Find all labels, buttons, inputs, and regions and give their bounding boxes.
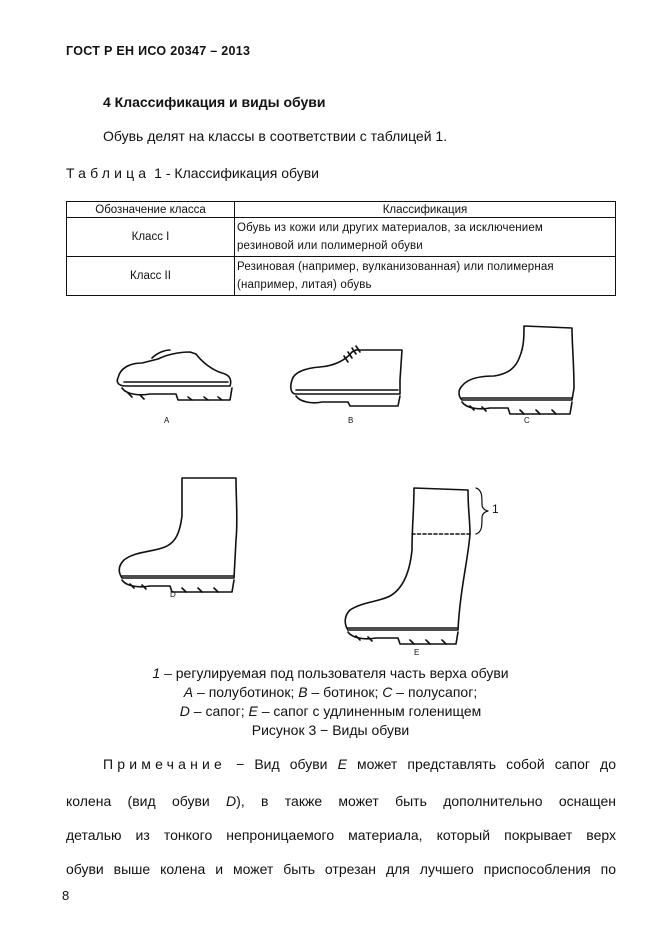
shoe-a-illustration — [117, 350, 232, 400]
note-text: может представлять собой сапог до — [346, 756, 616, 772]
note-text: ), в также может быть дополнительно оснащен — [236, 793, 617, 809]
figure-label-c: C — [524, 416, 530, 425]
legend-text: – полусапог; — [392, 684, 478, 700]
note-text: − Вид обуви — [226, 756, 338, 772]
shoe-e-illustration — [345, 488, 488, 644]
class-cell: Класс I — [67, 218, 235, 257]
table-caption-suffix: 1 - Классификация обуви — [150, 165, 319, 181]
legend-term: B — [298, 684, 308, 700]
legend-term: A — [183, 684, 194, 700]
legend-term: C — [382, 684, 393, 700]
legend-1-text: регулируемая под пользователя часть верха обуви — [171, 665, 509, 681]
document-header: ГОСТ Р ЕН ИСО 20347 – 2013 — [66, 44, 251, 58]
table-caption-prefix: Таблица — [66, 165, 151, 181]
note-text: колена (вид обуви — [66, 793, 227, 809]
figure-title: Рисунок 3 − Виды обуви — [251, 722, 410, 738]
page-number: 8 — [62, 888, 70, 903]
legend-text: – сапог с удлиненным голенищем — [257, 703, 482, 719]
figure-label-adjustable: 1 — [492, 502, 499, 516]
note-line-2 — [66, 793, 616, 809]
figure-label-e: E — [414, 648, 420, 657]
legend-text: – ботинок; — [307, 684, 383, 700]
figure-legend-1 — [0, 664, 661, 683]
header-classification: Классификация — [235, 202, 616, 218]
figure-label-a: A — [164, 416, 170, 425]
legend-term: E — [248, 703, 258, 719]
adjustable-part-brace — [476, 488, 488, 534]
legend-text: – сапог; — [189, 703, 249, 719]
legend-term: D — [179, 703, 190, 719]
classification-line: (например, литая) обувь — [237, 279, 372, 291]
note-term: D — [226, 793, 237, 809]
class-cell: Класс II — [67, 257, 235, 296]
note-label: Примечание — [103, 756, 227, 772]
note-line-3: деталью из тонкого непроницаемого материала, который покрывает верх — [66, 827, 616, 843]
note-line-1 — [103, 756, 616, 772]
classification-line: Обувь из кожи или других материалов, за исключением — [237, 222, 543, 234]
figure-legend-2 — [0, 683, 661, 702]
intro-paragraph: Обувь делят на классы в соответствии с таблицей 1. — [103, 128, 448, 144]
note-term: E — [337, 756, 347, 772]
legend-1-number: 1 – — [152, 665, 172, 681]
shoe-c-illustration — [459, 326, 574, 414]
classification-line: резиновой или полимерной обуви — [237, 240, 423, 252]
figure-label-d: D — [170, 590, 176, 599]
classification-line: Резиновая (например, вулканизованная) или полимерная — [237, 261, 554, 273]
figure-label-b: B — [348, 416, 354, 425]
header-class-designation: Обозначение класса — [67, 202, 235, 218]
section-title: 4 Классификация и виды обуви — [103, 94, 326, 110]
legend-text: – полуботинок; — [193, 684, 299, 700]
shoe-b-illustration — [291, 346, 402, 406]
note-line-4: обуви выше колена и может быть отрезан для лучшего приспособления по — [66, 861, 616, 877]
shoe-d-illustration — [119, 478, 237, 592]
figure-legend-3 — [0, 702, 661, 721]
